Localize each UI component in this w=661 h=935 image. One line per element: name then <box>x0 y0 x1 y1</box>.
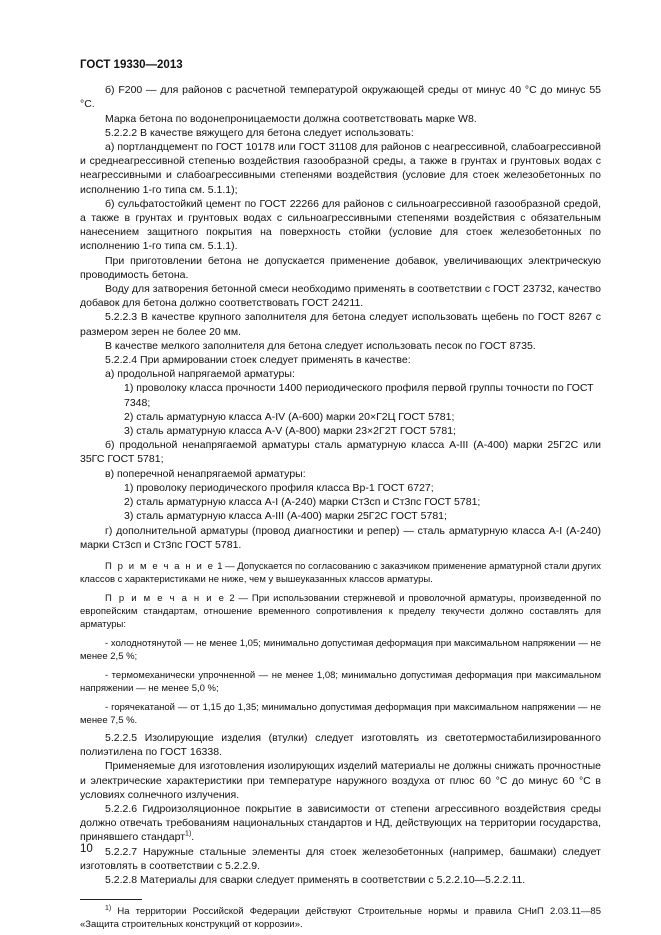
note-label: П р и м е ч а н и е <box>105 592 226 604</box>
list-item: 3) сталь арматурную класса А-V (А-800) марки 23×2Г2Т ГОСТ 5781; <box>124 425 456 438</box>
paragraph: б) продольной ненапрягаемой арматуры сталь арматурную класса А-III (А-400) марки 25Г2С или 35ГС ГОСТ 5781; <box>80 439 601 466</box>
paragraph-text: 5.2.2.6 Гидроизоляционное покрытие в зависимости от степени агрессивного воздействия среды должно отвечать требованиям национальных стандартов и НД, действующих на территории государства, принявшего стандарт <box>80 802 601 844</box>
paragraph-end: . <box>191 831 195 844</box>
note-item: - холоднотянутой — не менее 1,05; минимально допустимая деформация при максимальном напряжении — не менее 2,5 %; <box>80 637 601 662</box>
paragraph: 5.2.2.5 Изолирующие изделия (втулки) следует изготовлять из светотермостабилизированного полиэтилена по ГОСТ 16338. <box>80 731 601 759</box>
paragraph: а) продольной напрягаемой арматуры: <box>105 368 295 381</box>
paragraph: Марка бетона по водонепроницаемости должна соответствовать марке W8. <box>105 112 477 125</box>
paragraph: В качестве мелкого заполнителя для бетона следует использовать песок по ГОСТ 8735. <box>105 339 536 352</box>
list-item: 3) сталь арматурную класса А-III (А-400) марки 25Г2С ГОСТ 5781; <box>124 510 447 523</box>
paragraph: б) F200 — для районов с расчетной температурой окружающей среды от минус 40 °С до минус 55 °С. <box>80 84 601 111</box>
note-text: 2 — При использовании стержневой и проволочной арматуры, произведенной по европейским стандартам, отношение временного сопротивления к пределу текучести должно составлять для арматуры: <box>80 592 601 630</box>
paragraph: При приготовлении бетона не допускается применение добавок, увеличивающих электрическую проводимость бетона. <box>80 254 601 281</box>
note-label: П р и м е ч а н и е <box>105 560 215 572</box>
footnote-reference: 1) <box>185 830 192 838</box>
note-1 <box>80 560 601 586</box>
paragraph: 5.2.2.4 При армировании стоек следует применять в качестве: <box>105 354 411 367</box>
paragraph: 5.2.2.2 В качестве вяжущего для бетона следует использовать: <box>105 126 414 139</box>
document-header: ГОСТ 19330—2013 <box>80 59 183 71</box>
paragraph: 5.2.2.8 Материалы для сварки следует применять в соответствии с 5.2.2.10—5.2.2.11. <box>105 873 526 886</box>
page-number: 10 <box>80 843 93 855</box>
list-item: 1) проволоку периодического профиля класса Вр-1 ГОСТ 6727; <box>124 481 434 494</box>
paragraph: в) поперечной ненапрягаемой арматуры: <box>105 467 306 480</box>
footnote-marker: 1) <box>105 904 112 912</box>
paragraph <box>80 802 601 845</box>
body-text <box>80 83 601 887</box>
note-item: - горячекатаной — от 1,15 до 1,35; минимально допустимая деформация при максимальном напряжении — не менее 7,5 %. <box>80 701 601 726</box>
footnote-divider <box>80 899 142 900</box>
note-text: 1 — Допускается по согласованию с заказчиком применение арматурной стали других классов с характеристиками не ниже, чем у вышеуказанных классов арматуры. <box>80 560 601 585</box>
list-item: 1) проволоку класса прочности 1400 периодического профиля первой группы точности по ГОСТ 7348; <box>124 382 594 409</box>
note-2 <box>80 592 601 631</box>
note-item: - термомеханически упрочненной — не менее 1,08; минимально допустимая деформация при максимальном напряжении — не менее 5,0 %; <box>80 669 601 694</box>
paragraph: Воду для затворения бетонной смеси необходимо применять в соответствии с ГОСТ 23732, качество добавок для бетона должно соответствовать ГОСТ 24211. <box>80 283 601 310</box>
paragraph: г) дополнительной арматуры (провод диагностики и репер) — сталь арматурную класса А-I (А-240) марки Ст3сп и Ст3пс ГОСТ 5781. <box>80 524 601 551</box>
list-item: 2) сталь арматурную класса А-I (А-240) марки Ст3сп и Ст3пс ГОСТ 5781; <box>124 496 481 509</box>
list-item: 2) сталь арматурную класса А-IV (А-600) марки 20×Г2Ц ГОСТ 5781; <box>124 410 455 423</box>
paragraph: 5.2.2.7 Наружные стальные элементы для стоек железобетонных (например, башмаки) следует изготовлять в соответствии с 5.2.2.9. <box>80 845 601 872</box>
footnote <box>80 905 601 931</box>
paragraph: б) сульфатостойкий цемент по ГОСТ 22266 для районов с сильноагрессивной газообразной средой, а также в грунтах и грунтовых водах с сильноагрессивными степенями воздействия с обязательным нанесением защитного покрытия на поверхность стойки (условие для стоек железобетонных по исполнению 1-го типа см. 5.1.1). <box>80 197 601 253</box>
paragraph: 5.2.2.3 В качестве крупного заполнителя для бетона следует использовать щебень по ГОСТ 8267 с размером зерен не более 20 мм. <box>80 311 601 338</box>
paragraph: Применяемые для изготовления изолирующих изделий материалы не должны снижать прочностные и электрические характеристики при температуре наружного воздуха от плюс 60 °С до минус 60 °С в условиях солнечного излучения. <box>80 760 601 801</box>
footnote-text: На территории Российской Федерации действуют Строительные нормы и правила СНиП 2.03.11—85 «Защита строительных конструкций от коррозии». <box>80 906 601 931</box>
paragraph: а) портландцемент по ГОСТ 10178 или ГОСТ 31108 для районов с неагрессивной, слабоагрессивной и среднеагрессивной степенью воздействия газообразной среды, а также в грунтах и грунтовых водах с неагрессивными и слабоагрессивными степенями воздействия (условие для стоек железобетонных по исполнению 1-го типа см. 5.1.1); <box>80 141 601 196</box>
